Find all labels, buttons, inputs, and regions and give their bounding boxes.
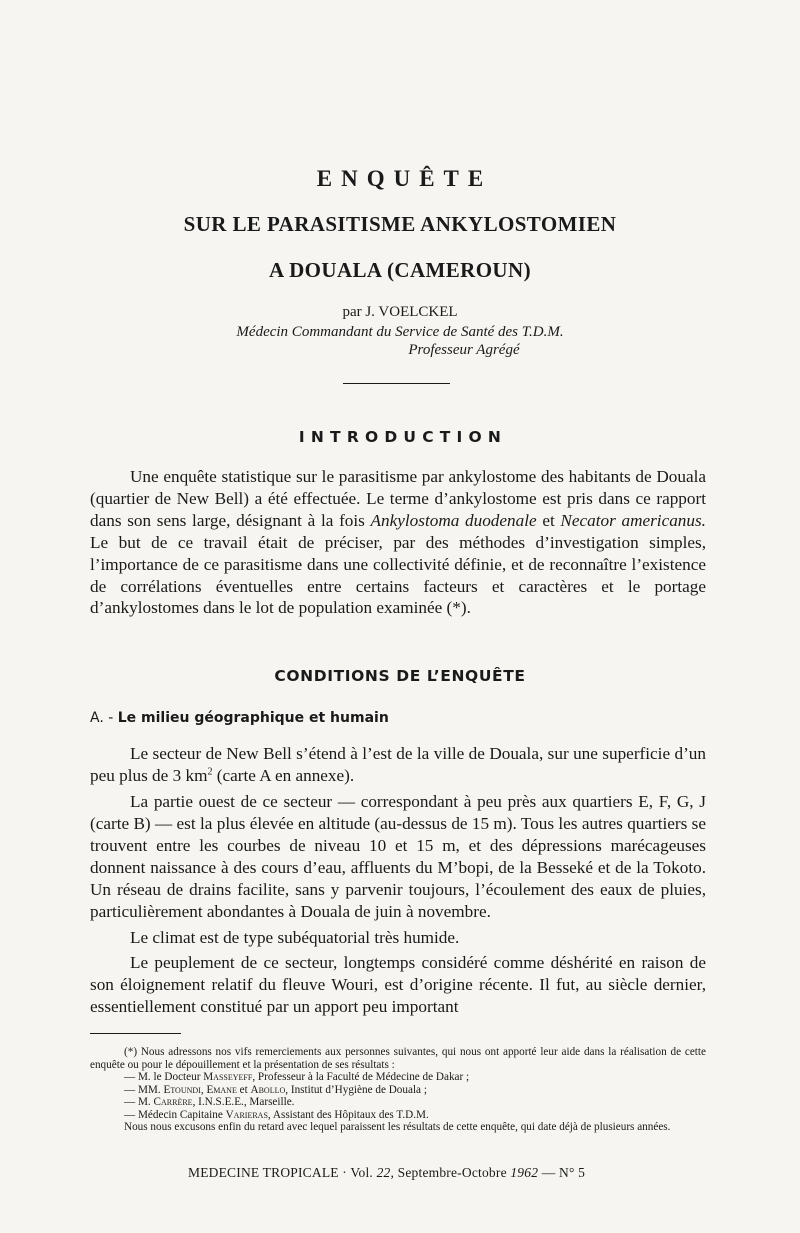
fn-l4-name: Varieras xyxy=(225,1108,268,1121)
intro-genus-1: Ankylostoma duodenale xyxy=(370,510,537,530)
conditions-heading: CONDITIONS DE L’ENQUÊTE xyxy=(274,667,526,685)
fn-l2-sep-1: , xyxy=(200,1083,207,1096)
footer-volume: 22, xyxy=(376,1165,395,1180)
cond-p1-text-a: Le secteur de New Bell s’étend à l’est de la ville de Douala, sur une superficie d’un peu plus de 3 km xyxy=(90,744,706,785)
fn-l3-name: Carrère xyxy=(153,1096,193,1109)
title-divider xyxy=(343,383,450,384)
fn-l2-post: , Institut d’Hygiène de Douala ; xyxy=(285,1083,427,1096)
subsection-heading xyxy=(90,710,389,726)
fn-l2-sep-2: et xyxy=(236,1083,251,1096)
conditions-paragraph-4: Le peuplement de ce secteur, longtemps considéré comme déshérité en raison de son éloignement relatif du fleuve Wouri, est d’origine récente. Il fut, au siècle dernier, essentiellement constitué par un apport peu important xyxy=(90,953,706,1016)
conditions-paragraph-3: Le climat est de type subéquatorial très humide. xyxy=(130,928,460,947)
title-line-2: SUR LE PARASITISME ANKYLOSTOMIEN xyxy=(183,212,617,236)
cond-p1-text-b: (carte A en annexe). xyxy=(212,765,355,785)
intro-genus-2: Necator americanus. xyxy=(560,510,706,530)
footnote-closing: Nous nous excusons enfin du retard avec lequel paraissent les résultats de cette enquête, qui date déjà de plusieurs années. xyxy=(124,1121,671,1134)
intro-and: et xyxy=(536,510,561,530)
footer-date: Septembre-Octobre xyxy=(394,1165,511,1180)
fn-l4-post: , Assistant des Hôpitaux des T.D.M. xyxy=(267,1108,429,1121)
footer-year: 1962 xyxy=(510,1165,539,1180)
fn-l2-name-1: Etoundi xyxy=(163,1083,201,1096)
fn-l1-post: , Professeur à la Faculté de Médecine de Dakar ; xyxy=(252,1071,470,1083)
intro-text-1: Une enquête statistique sur le parasitisme par ankylostome des habitants de Douala (quartier de New Bell) a été effectuée. Le terme d’ankylostome est pris dans ce rapport dans son sens large, désignant à la fois xyxy=(90,467,706,530)
fn-l2-name-3: Abollo xyxy=(250,1083,286,1096)
fn-l1-pre: — M. le Docteur xyxy=(124,1071,204,1083)
author-title: Professeur Agrégé xyxy=(408,342,520,358)
footnote-divider xyxy=(90,1033,181,1034)
footer-number: — N° 5 xyxy=(538,1165,586,1180)
fn-l2-name-2: Emane xyxy=(206,1083,237,1096)
footer-journal: MEDECINE TROPICALE · Vol. xyxy=(188,1165,377,1180)
subsection-title: Le milieu géographique et humain xyxy=(117,710,389,726)
author-byline: par J. VOELCKEL xyxy=(342,304,458,320)
title-line-1: ENQUÊTE xyxy=(316,166,493,191)
conditions-paragraph-1 xyxy=(90,743,706,787)
fn-l3-post: , I.N.S.E.E., Marseille. xyxy=(192,1096,295,1109)
author-affiliation: Médecin Commandant du Service de Santé des T.D.M. xyxy=(236,324,564,340)
introduction-heading: INTRODUCTION xyxy=(298,428,508,446)
fn-l4-pre: — Médecin Capitaine xyxy=(124,1108,226,1121)
footnote-intro: (*) Nous adressons nos vifs remerciements aux personnes suivantes, qui nous ont apporté leur aide dans la réalisation de cette enquête ou pour le dépouillement et la présentation de ses résultats : xyxy=(90,1046,706,1071)
conditions-paragraph-2: La partie ouest de ce secteur — correspondant à peu près aux quartiers E, F, G, J (carte B) — est la plus élevée en altitude (au-dessus de 15 m). Tous les autres quartiers se trouvent entre les courbes de niveau 10 et 15 m, et des dépressions marécageuses donnent naissance à des cours d’eau, affluents du M’bopi, de la Besseké et de la Tokoto. Un réseau de drains facilite, sans y parvenir toujours, l’écoulement des eaux de pluies, particulièrement abondantes à Douala de juin à novembre. xyxy=(90,792,706,921)
intro-text-2: Le but de ce travail était de préciser, par des méthodes d’investigation simples, l’importance de ce parasitisme dans une collectivité définie, et de reconnaître l’existence de corrélations éventuelles entre certains facteurs et caractères et le portage d’ankylostomes dans le lot de population examinée (*). xyxy=(90,532,706,618)
title-line-3: A DOUALA (CAMEROUN) xyxy=(269,258,531,282)
footnote-line-3 xyxy=(90,1096,706,1109)
footnote-line-4 xyxy=(90,1109,706,1122)
introduction-paragraph xyxy=(90,466,706,619)
cond-p1-superscript: 2 xyxy=(207,766,213,778)
fn-l1-name: Masseyeff xyxy=(203,1071,253,1083)
footnote-line-1 xyxy=(90,1071,706,1084)
fn-l2-pre: — MM. xyxy=(124,1083,164,1096)
fn-l3-pre: — M. xyxy=(124,1096,154,1109)
journal-footer xyxy=(188,1165,585,1181)
subsection-prefix: A. - xyxy=(90,710,118,726)
footnote-line-2 xyxy=(90,1084,706,1097)
